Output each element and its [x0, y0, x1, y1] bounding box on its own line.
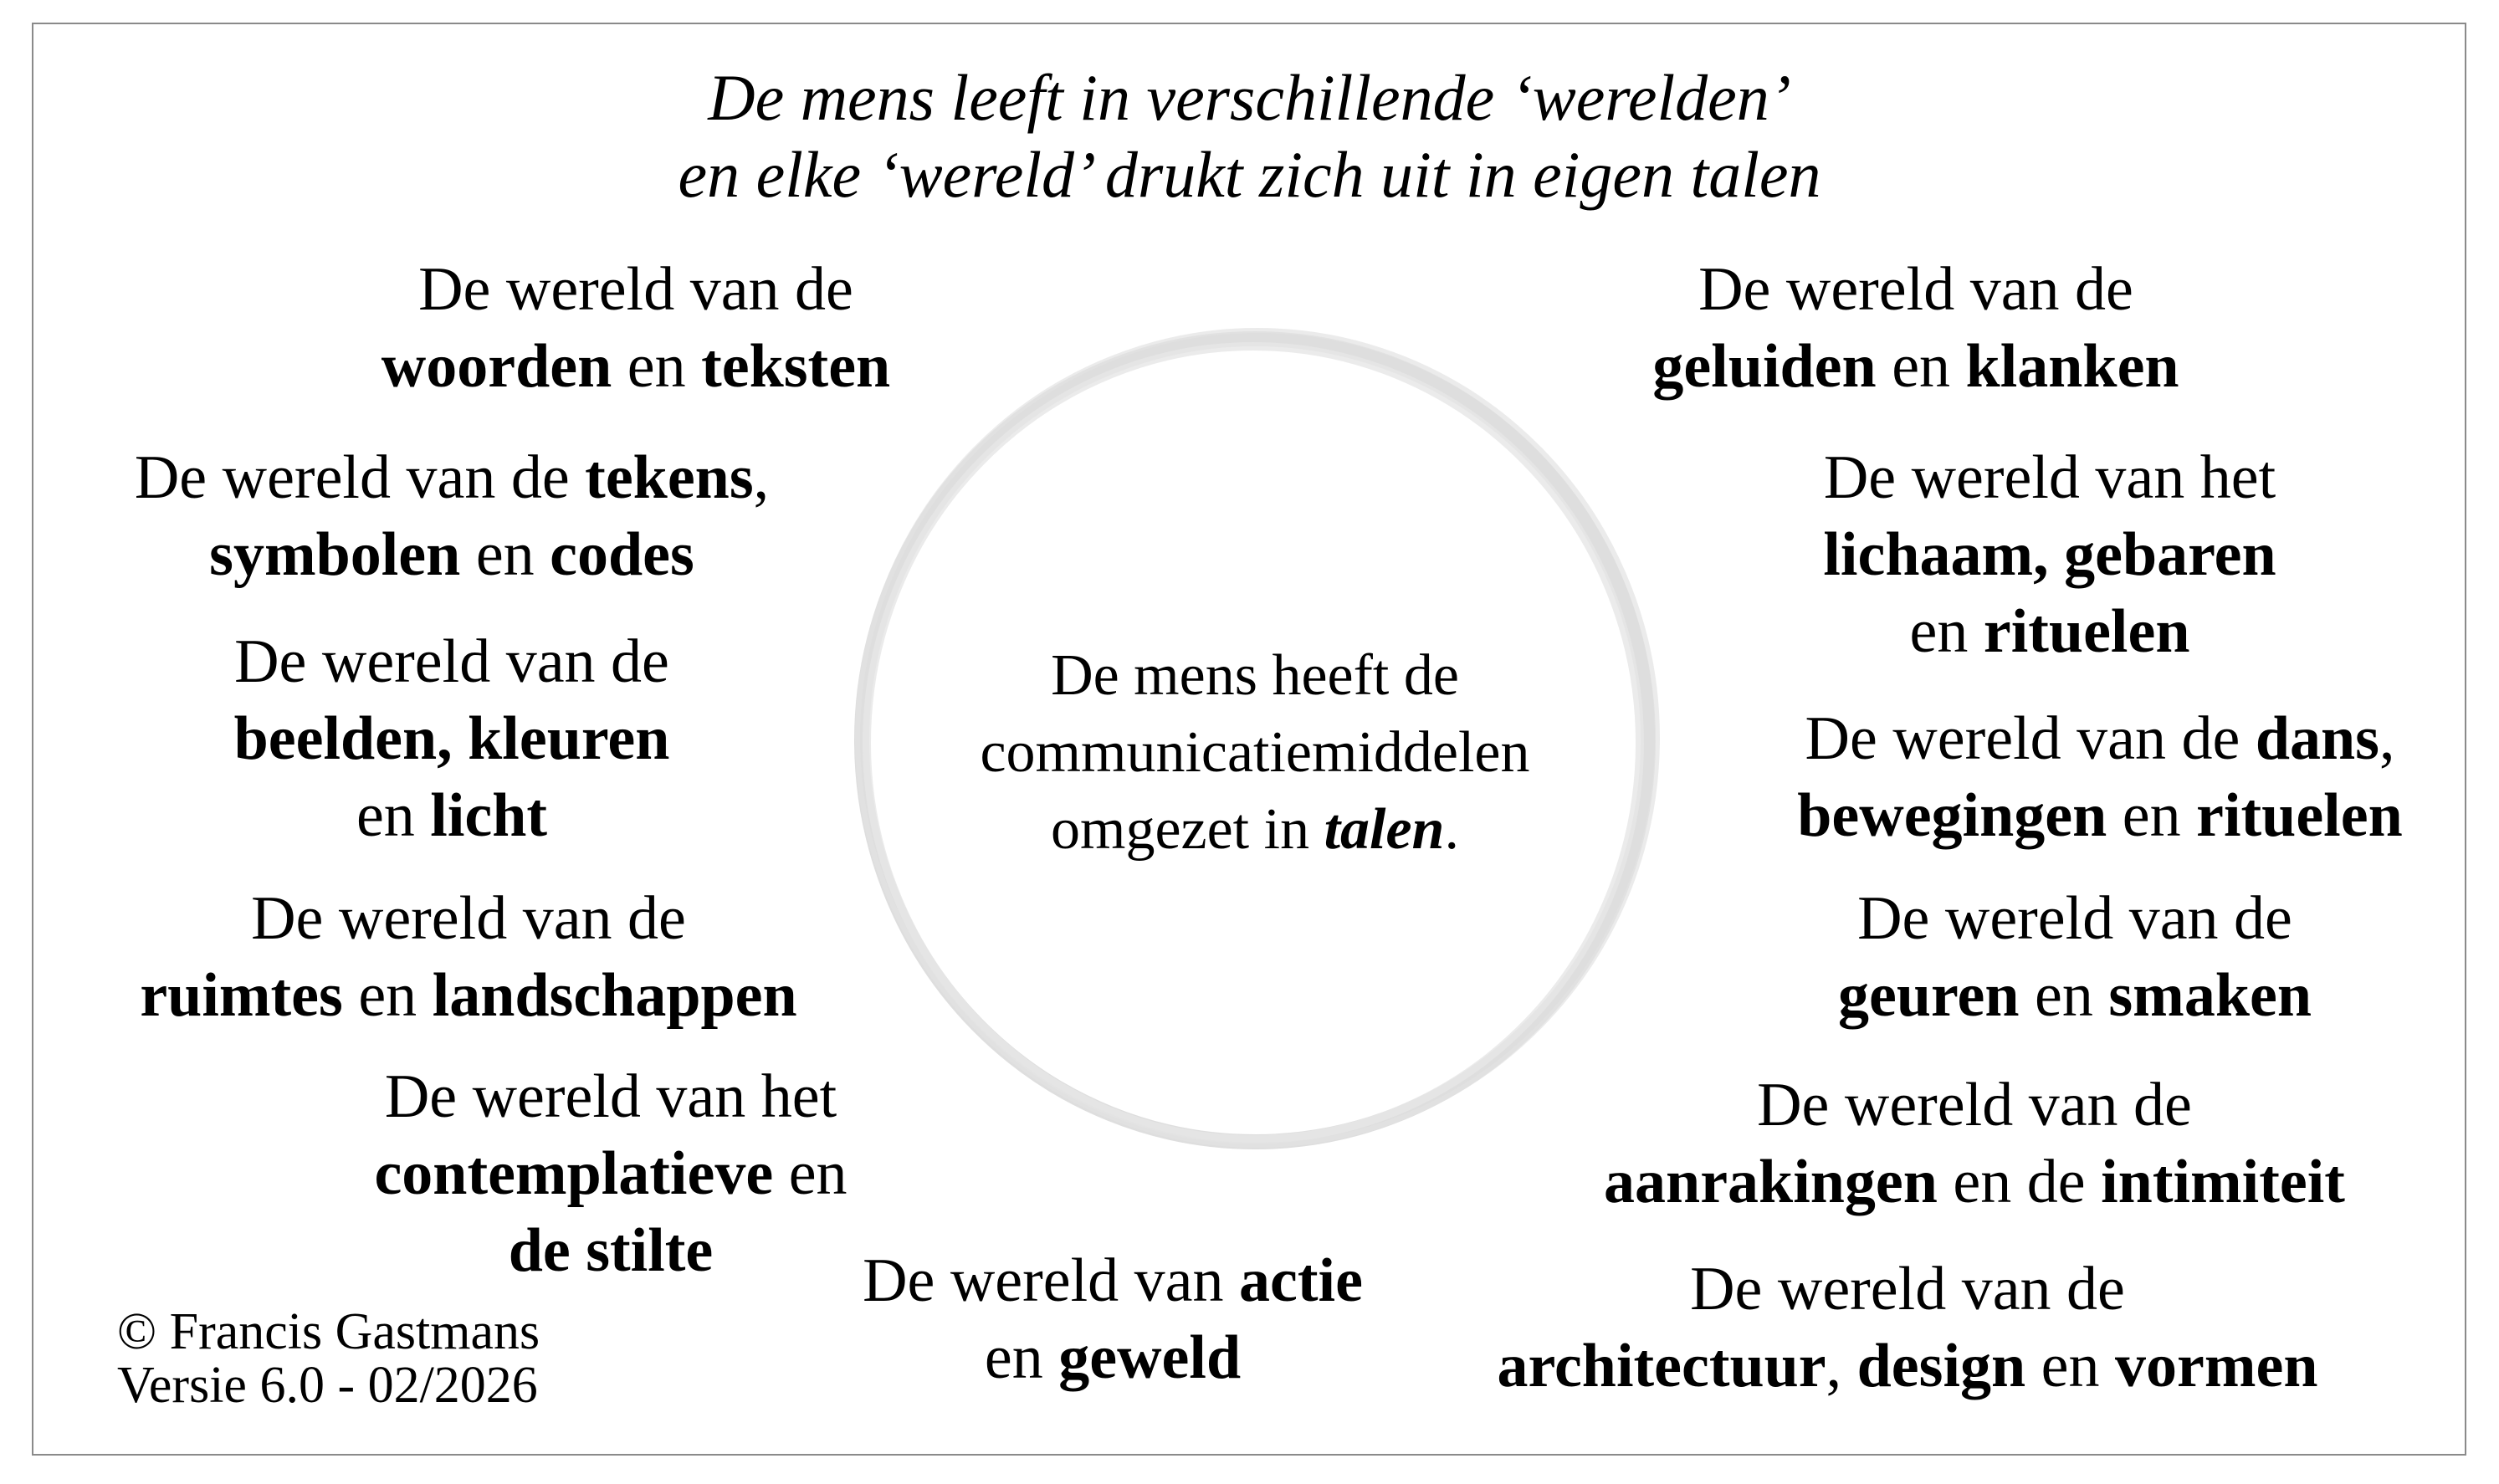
title-line-2: en elke ‘wereld’ drukt zich uit in eigen talen: [678, 138, 1821, 211]
center-text: [912, 637, 1598, 868]
center-line-1: De mens heeft de: [1051, 643, 1459, 708]
copyright: [117, 1305, 540, 1412]
center-emphasis: talen: [1324, 797, 1445, 862]
version-line: Versie 6.0 - 02/2026: [117, 1357, 538, 1414]
world-actie: De wereld van actie en geweld: [863, 1246, 1363, 1392]
center-line-2: communicatiemiddelen: [980, 720, 1530, 785]
world-aanrakingen: De wereld van de aanrakingen en de intimiteit: [1604, 1071, 2345, 1216]
world-contemplatie: De wereld van het contemplatieve en de stilte: [374, 1062, 848, 1285]
world-architectuur: De wereld van de architectuur, design en vormen: [1497, 1255, 2318, 1400]
center-line-3: omgezet in talen.: [1051, 797, 1459, 862]
world-lichaam: De wereld van het lichaam, gebaren en rituelen: [1823, 443, 2276, 666]
world-tekens: De wereld van de tekens, symbolen en codes: [134, 443, 770, 589]
world-geluiden: De wereld van de geluiden en klanken: [1652, 255, 2179, 401]
world-woorden: De wereld van de woorden en teksten: [381, 255, 891, 401]
world-beelden: De wereld van de beelden, kleuren en licht: [233, 627, 670, 850]
world-geuren: De wereld van de geuren en smaken: [1838, 884, 2312, 1030]
title-line-1: De mens leeft in verschillende ‘werelden’: [708, 61, 1791, 134]
world-dans: De wereld van de dans, bewegingen en rituelen: [1797, 704, 2403, 850]
copyright-line-1: © Francis Gastmans: [117, 1303, 540, 1360]
world-ruimtes: De wereld van de ruimtes en landschappen: [140, 884, 797, 1030]
